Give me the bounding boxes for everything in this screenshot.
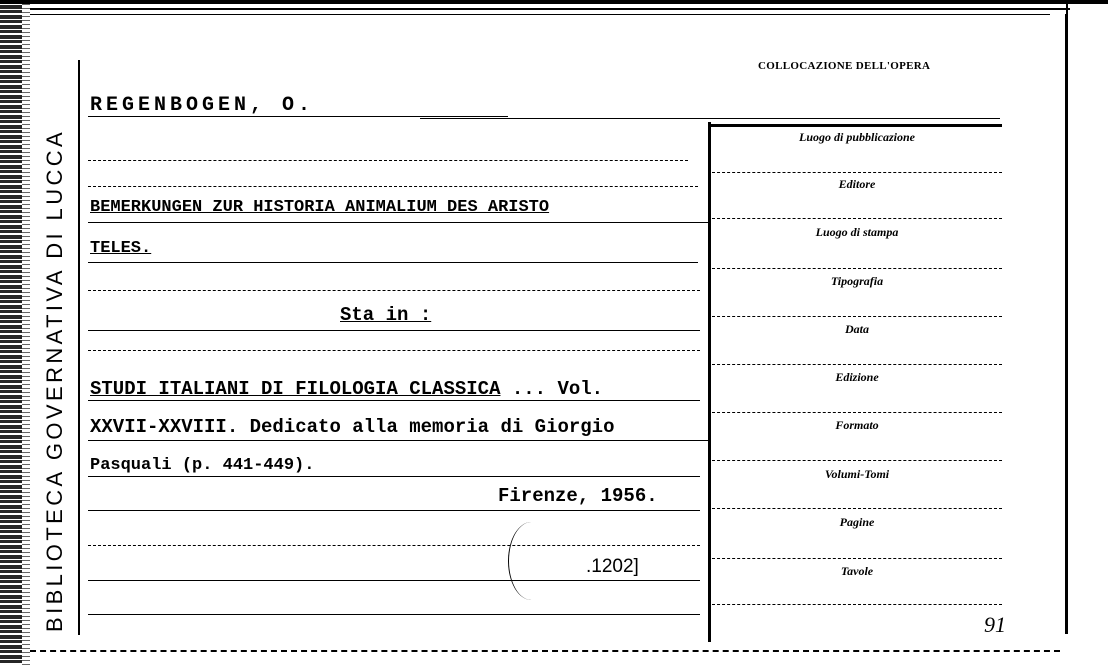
- rule: [88, 614, 700, 615]
- rule: [420, 118, 1000, 119]
- card-corner-tab: [1066, 2, 1108, 26]
- series-line-3: Pasquali (p. 441-449).: [90, 456, 315, 475]
- field-rule: [712, 172, 1002, 173]
- field-rule: [712, 218, 1002, 219]
- rule: [88, 262, 698, 263]
- field-tipografia: Tipografia: [830, 274, 884, 288]
- rule: [88, 510, 700, 511]
- title-line-1: BEMERKUNGEN ZUR HISTORIA ANIMALIUM DES ARISTO: [90, 198, 550, 217]
- rule: [88, 330, 700, 331]
- field-tavole: Tavole: [840, 564, 874, 578]
- rule: [88, 580, 700, 581]
- field-rule: [712, 558, 1002, 559]
- shelfmark: .1202]: [586, 556, 639, 577]
- card-edge-top: [0, 0, 1108, 4]
- card-edge-left-speckle: [22, 0, 30, 665]
- field-pagine: Pagine: [839, 515, 875, 529]
- series-name: STUDI ITALIANI DI FILOLOGIA CLASSICA: [90, 378, 501, 400]
- rule: [88, 186, 698, 187]
- field-rule: [712, 460, 1002, 461]
- series-volume-label: ... Vol.: [500, 378, 604, 400]
- rule: [88, 476, 700, 477]
- collocazione-top-rule: [710, 124, 1002, 127]
- rule: [88, 290, 700, 291]
- shelfmark-bracket: [508, 522, 533, 600]
- library-stamp: BIBLIOTECA GOVERNATIVA DI LUCCA: [42, 128, 67, 632]
- field-edizione: Edizione: [835, 370, 879, 384]
- card-edge-left: [0, 0, 22, 665]
- card-top-rule-thin: [30, 14, 1050, 15]
- collocazione-title: COLLOCAZIONE DELL'OPERA: [758, 60, 931, 72]
- field-rule: [712, 604, 1002, 605]
- left-margin-rule: [78, 60, 80, 635]
- rule: [88, 222, 708, 223]
- card-edge-right: [1065, 14, 1068, 634]
- rule: [88, 160, 688, 161]
- field-editore: Editore: [838, 177, 876, 191]
- field-rule: [712, 412, 1002, 413]
- field-formato: Formato: [835, 418, 879, 432]
- collocazione-divider: [708, 122, 711, 642]
- rule: [88, 400, 700, 401]
- field-luogo-pubblicazione: Luogo di pubblicazione: [798, 130, 915, 144]
- field-volumi-tomi: Volumi-Tomi: [824, 467, 890, 481]
- field-rule: [712, 364, 1002, 365]
- card-top-rule: [30, 8, 1070, 10]
- field-rule: [712, 508, 1002, 509]
- rule: [88, 350, 700, 351]
- place-date: Firenze, 1956.: [498, 485, 658, 507]
- field-data: Data: [845, 322, 869, 336]
- card-number: 91: [984, 612, 1006, 637]
- rule: [88, 440, 708, 441]
- field-luogo-stampa: Luogo di stampa: [815, 225, 899, 239]
- author-name: REGENBOGEN, O.: [90, 94, 315, 117]
- rule: [88, 545, 700, 546]
- sta-in-label: Sta in :: [340, 304, 432, 326]
- card-bottom-rule: [30, 650, 1060, 652]
- field-rule: [712, 316, 1002, 317]
- series-line-2: XXVII-XXVIII. Dedicato alla memoria di Giorgio: [90, 416, 615, 438]
- series-line-1: [90, 378, 603, 400]
- title-line-2: TELES.: [90, 239, 152, 258]
- field-rule: [712, 268, 1002, 269]
